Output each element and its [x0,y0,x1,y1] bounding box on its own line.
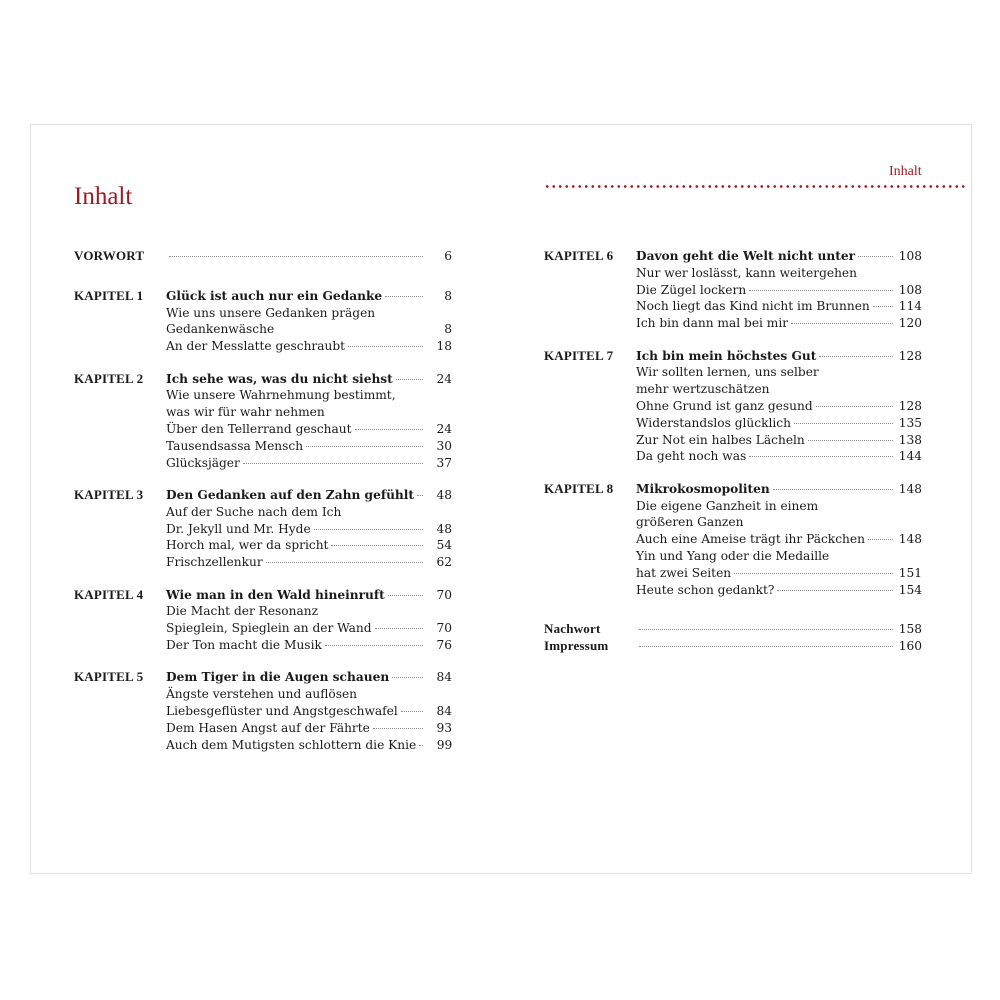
section-gap [74,571,452,587]
toc-entry[interactable] [74,338,452,355]
dot-leader [868,539,893,540]
subsection-title: Nur wer loslässt, kann weitergehen [636,265,857,280]
page-number: 84 [436,670,452,685]
dot-leader [385,296,423,297]
subsection-title: Auf der Suche nach dem Ich [166,504,342,519]
subsection-title: Auch eine Ameise trägt ihr Päckchen [636,532,865,547]
toc-entry[interactable] [74,288,452,305]
subsection-title: Auch dem Mutigsten schlottern die Knie [166,737,417,752]
toc-entry[interactable] [544,621,922,638]
page-number: 24 [436,421,452,436]
section-gap [544,332,922,348]
page-number: 160 [898,639,922,654]
chapter-title: Wie man in den Wald hineinruft [166,587,385,602]
subsection-title: Glücksjäger [166,455,240,470]
subsection-title: Horch mal, wer da spricht [166,538,329,553]
page-number: 48 [436,487,452,502]
page-number: 24 [436,371,452,386]
toc-entry[interactable] [544,265,922,282]
toc-entry[interactable] [544,638,922,655]
subsection-title: mehr wertzuschätzen [636,382,770,397]
subsection-title: Da geht noch was [636,449,747,464]
page-number: 76 [436,637,452,652]
subsection-title: Zur Not ein halbes Lächeln [636,432,805,447]
toc-entry[interactable] [74,305,452,322]
toc-entry[interactable] [544,282,922,299]
running-head: Inhalt [889,164,922,179]
toc-entry[interactable] [544,298,922,315]
dot-leader [388,595,423,596]
page-number: 135 [898,415,922,430]
toc-entry[interactable] [74,321,452,338]
dot-leader [777,590,893,591]
dot-leader [306,446,423,447]
section-gap [74,265,452,288]
dot-leader [858,256,893,257]
dot-leader [749,456,893,457]
page-number: 148 [898,481,922,496]
page-number: 70 [436,621,452,636]
dot-leader [169,256,423,257]
dot-leader [331,545,423,546]
page-number: 18 [436,339,452,354]
toc-entry[interactable] [544,315,922,332]
toc-entry[interactable] [544,398,922,415]
subsection-title: Liebesgeflüster und Angstgeschwafel [166,703,398,718]
dot-leader [419,745,423,746]
subsection-title: Yin und Yang oder die Medaille [636,548,830,563]
toc-entry[interactable] [544,531,922,548]
dot-leader [816,406,893,407]
toc-entry[interactable] [74,438,452,455]
page-number: 151 [898,565,922,580]
subsection-title: Ich bin dann mal bei mir [636,316,789,331]
dot-leader [873,306,893,307]
section-gap [544,465,922,481]
toc-entry[interactable] [74,455,452,472]
toc-entry[interactable] [544,514,922,531]
toc-entry[interactable] [74,521,452,538]
page-number: 37 [436,455,452,470]
subsection-title: Der Ton macht die Musik [166,637,322,652]
section-gap [74,654,452,670]
subsection-title: Die Macht der Resonanz [166,604,319,619]
chapter-title: Mikrokosmopoliten [636,481,770,496]
toc-entry[interactable] [544,481,922,498]
page-number: 120 [898,316,922,331]
toc-entry[interactable] [74,637,452,654]
section-label: VORWORT [74,248,145,263]
dot-leader [734,573,893,574]
page-number: 99 [436,737,453,752]
subsection-title: hat zwei Seiten [636,565,732,580]
page-number: 70 [436,587,452,602]
subsection-title: Dem Hasen Angst auf der Fährte [166,720,370,735]
toc-entry[interactable] [74,371,452,388]
page-number: 84 [436,703,452,718]
section-label: KAPITEL 8 [544,480,614,496]
page-number: 114 [898,299,922,314]
subsection-title: Ohne Grund ist ganz gesund [636,398,813,413]
toc-entry[interactable] [74,248,452,265]
chapter-title: Ich sehe was, was du nicht siehst [166,371,393,386]
toc-entry[interactable] [74,686,452,703]
dot-leader [794,423,893,424]
dot-leader [819,356,893,357]
page-number: 128 [898,348,922,363]
dot-leader [773,489,893,490]
toc-entry[interactable] [74,669,452,686]
page-number: 138 [898,432,922,447]
subsection-title: größeren Ganzen [636,515,744,530]
page-number: 6 [444,249,452,263]
toc-entry[interactable] [544,348,922,365]
page-number: 8 [444,322,452,337]
dot-leader [348,346,423,347]
chapter-title: Ich bin mein höchstes Gut [636,348,817,363]
page-number: 8 [444,288,452,303]
subsection-title: An der Messlatte geschraubt [166,339,346,354]
toc-entry[interactable] [544,498,922,515]
toc-entry[interactable] [74,587,452,604]
section-label: KAPITEL 3 [74,486,144,502]
toc-entry[interactable] [544,432,922,449]
subsection-title: Noch liegt das Kind nicht im Brunnen [636,299,870,314]
dot-leader [243,463,423,464]
dot-leader [417,495,423,496]
section-label: KAPITEL 1 [74,287,144,303]
page-number: 62 [436,555,452,570]
subsection-title: Tausendsassa Mensch [166,438,304,453]
toc-entry[interactable] [74,387,452,404]
section-label: KAPITEL 2 [74,370,144,386]
toc-entry[interactable] [74,537,452,554]
page-number: 154 [898,582,922,597]
page-number: 93 [436,720,452,735]
subsection-title: Spieglein, Spieglein an der Wand [166,621,372,636]
toc-right-column [544,248,922,655]
chapter-title: Davon geht die Welt nicht unter [636,249,856,263]
section-label: Impressum [544,638,609,654]
subsection-title: Ängste verstehen und auflösen [166,687,358,702]
subsection-title: Wie unsere Wahrnehmung bestimmt, [166,388,396,403]
section-label: KAPITEL 6 [544,248,614,263]
subsection-title: Die Zügel lockern [636,282,747,297]
page-number: 148 [898,532,922,547]
subsection-title: Frischzellenkur [166,555,263,570]
subsection-title: Wie uns unsere Gedanken prägen [166,305,376,320]
dot-leader [749,290,893,291]
toc-entry[interactable] [74,487,452,504]
subsection-title: Widerstandslos glücklich [636,415,791,430]
dot-leader [373,728,423,729]
page-title: Inhalt [74,183,133,210]
dot-leader [392,677,423,678]
toc-entry[interactable] [74,703,452,720]
page-number: 30 [436,438,452,453]
page-number: 128 [898,398,922,413]
toc-entry[interactable] [74,504,452,521]
chapter-title: Dem Tiger in die Augen schauen [166,670,390,685]
section-label: KAPITEL 7 [544,347,614,363]
toc-entry[interactable] [74,620,452,637]
toc-entry[interactable] [544,565,922,582]
chapter-title: Glück ist auch nur ein Gedanke [166,288,383,303]
toc-entry[interactable] [74,404,452,421]
dot-leader [396,379,423,380]
section-gap [544,598,922,621]
toc-entry[interactable] [544,415,922,432]
dot-leader [639,629,893,630]
page-number: 48 [436,521,452,536]
page-number: 158 [898,622,922,637]
toc-entry[interactable] [544,248,922,265]
dot-leader [325,645,423,646]
subsection-title: Die eigene Ganzheit in einem [636,498,819,513]
dot-leader [375,628,423,629]
subsection-title: Wir sollten lernen, uns selber [636,365,819,380]
toc-entry[interactable] [544,364,922,381]
page-number: 108 [898,249,922,263]
toc-entry[interactable] [544,582,922,599]
toc-left-column [74,248,452,753]
running-head-dotted-rule [544,185,968,188]
toc-entry[interactable] [74,603,452,620]
section-gap [74,355,452,371]
dot-leader [314,529,423,530]
toc-entry[interactable] [74,720,452,737]
dot-leader [401,711,423,712]
subsection-title: was wir für wahr nehmen [166,405,325,420]
dot-leader [808,440,893,441]
page-number: 108 [898,282,922,297]
section-label: KAPITEL 4 [74,586,144,602]
dot-leader [791,323,893,324]
subsection-title: Dr. Jekyll und Mr. Hyde [166,521,311,536]
subsection-title: Gedankenwäsche [166,322,275,337]
toc-entry[interactable] [74,421,452,438]
page-number: 144 [898,449,922,464]
section-gap [74,471,452,487]
toc-entry[interactable] [544,548,922,565]
toc-entry[interactable] [544,448,922,465]
section-label: Nachwort [544,621,601,637]
subsection-title: Heute schon gedankt? [636,582,775,597]
toc-entry[interactable] [74,554,452,571]
page-number: 54 [436,538,452,553]
toc-entry[interactable] [544,381,922,398]
dot-leader [639,646,893,647]
dot-leader [266,562,423,563]
dot-leader [355,429,423,430]
toc-entry[interactable] [74,737,452,754]
section-label: KAPITEL 5 [74,669,144,685]
chapter-title: Den Gedanken auf den Zahn gefühlt [166,487,415,502]
subsection-title: Über den Tellerrand geschaut [166,421,352,436]
